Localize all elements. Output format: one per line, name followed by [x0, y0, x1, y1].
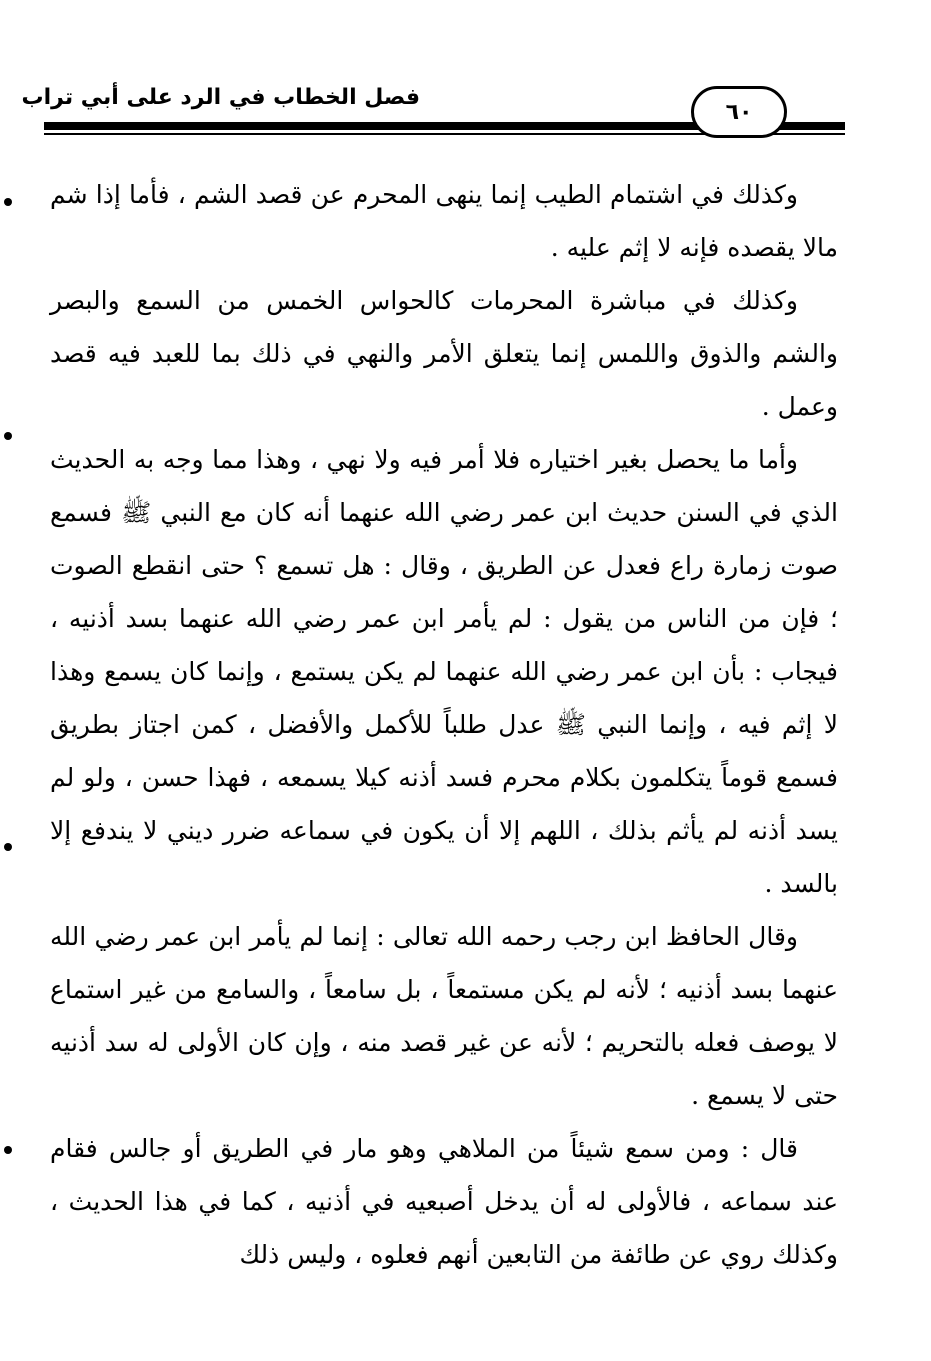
- paragraph: وكذلك في اشتمام الطيب إنما ينهى المحرم عن قصد الشم ، فأما إذا شم مالا يقصده فإنه لا إثم عليه .: [50, 180, 838, 262]
- paragraph: قال : ومن سمع شيئاً من الملاهي وهو مار في الطريق أو جالس فقام عند سماعه ، فالأولى له أن يدخل أصبعيه في أذنيه ، كما في هذا الحديث ، وكذلك روي عن طائفة من التابعين أنهم فعلوه ، وليس ذلك: [50, 1134, 838, 1269]
- paragraph: وقال الحافظ ابن رجب رحمه الله تعالى : إنما لم يأمر ابن عمر رضي الله عنهما بسد أذنيه ؛ لأنه لم يكن مستمعاً ، بل سامعاً ، والسامع من غير استماع لا يوصف فعله بالتحريم ؛ لأنه عن غير قصد منه ، وإن كان الأولى له سد أذنيه حتى لا يسمع .: [50, 922, 838, 1110]
- paragraph: وأما ما يحصل بغير اختياره فلا أمر فيه ولا نهي ، وهذا مما وجه به الحديث الذي في السنن حديث ابن عمر رضي الله عنهما أنه كان مع النبي ﷺ فسمع صوت زمارة راع فعدل عن الطريق ، وقال : هل تسمع ؟ حتى انقطع الصوت ؛ فإن من الناس من يقول : لم يأمر ابن عمر رضي الله عنهما بسد أذنيه ، فيجاب : بأن ابن عمر رضي الله عنهما لم يكن يستمع ، وإنما كان يسمع وهذا لا إثم فيه ، وإنما النبي ﷺ عدل طلباً للأكمل والأفضل ، كمن اجتاز بطريق فسمع قوماً يتكلمون بكلام محرم فسد أذنه كيلا يسمعه ، فهذا حسن ، ولو لم يسد أذنه لم يأثم بذلك ، اللهم إلا أن يكون في سماعه ضرر ديني لا يندفع إلا بالسد .: [50, 445, 838, 898]
- paragraph: وكذلك في مباشرة المحرمات كالحواس الخمس من السمع والبصر والشم والذوق واللمس إنما يتعلق الأمر والنهي في ذلك بما للعبد فيه قصد وعمل .: [50, 286, 838, 421]
- page-header: [0, 0, 931, 160]
- running-title: فصل الخطاب في الرد على أبي تراب: [21, 85, 420, 110]
- margin-mark: [4, 1146, 12, 1154]
- page-number: ٦٠: [691, 86, 787, 138]
- body-text: [50, 168, 838, 1281]
- margin-mark: [4, 843, 12, 851]
- margin-mark: [4, 432, 12, 440]
- margin-mark: [4, 198, 12, 206]
